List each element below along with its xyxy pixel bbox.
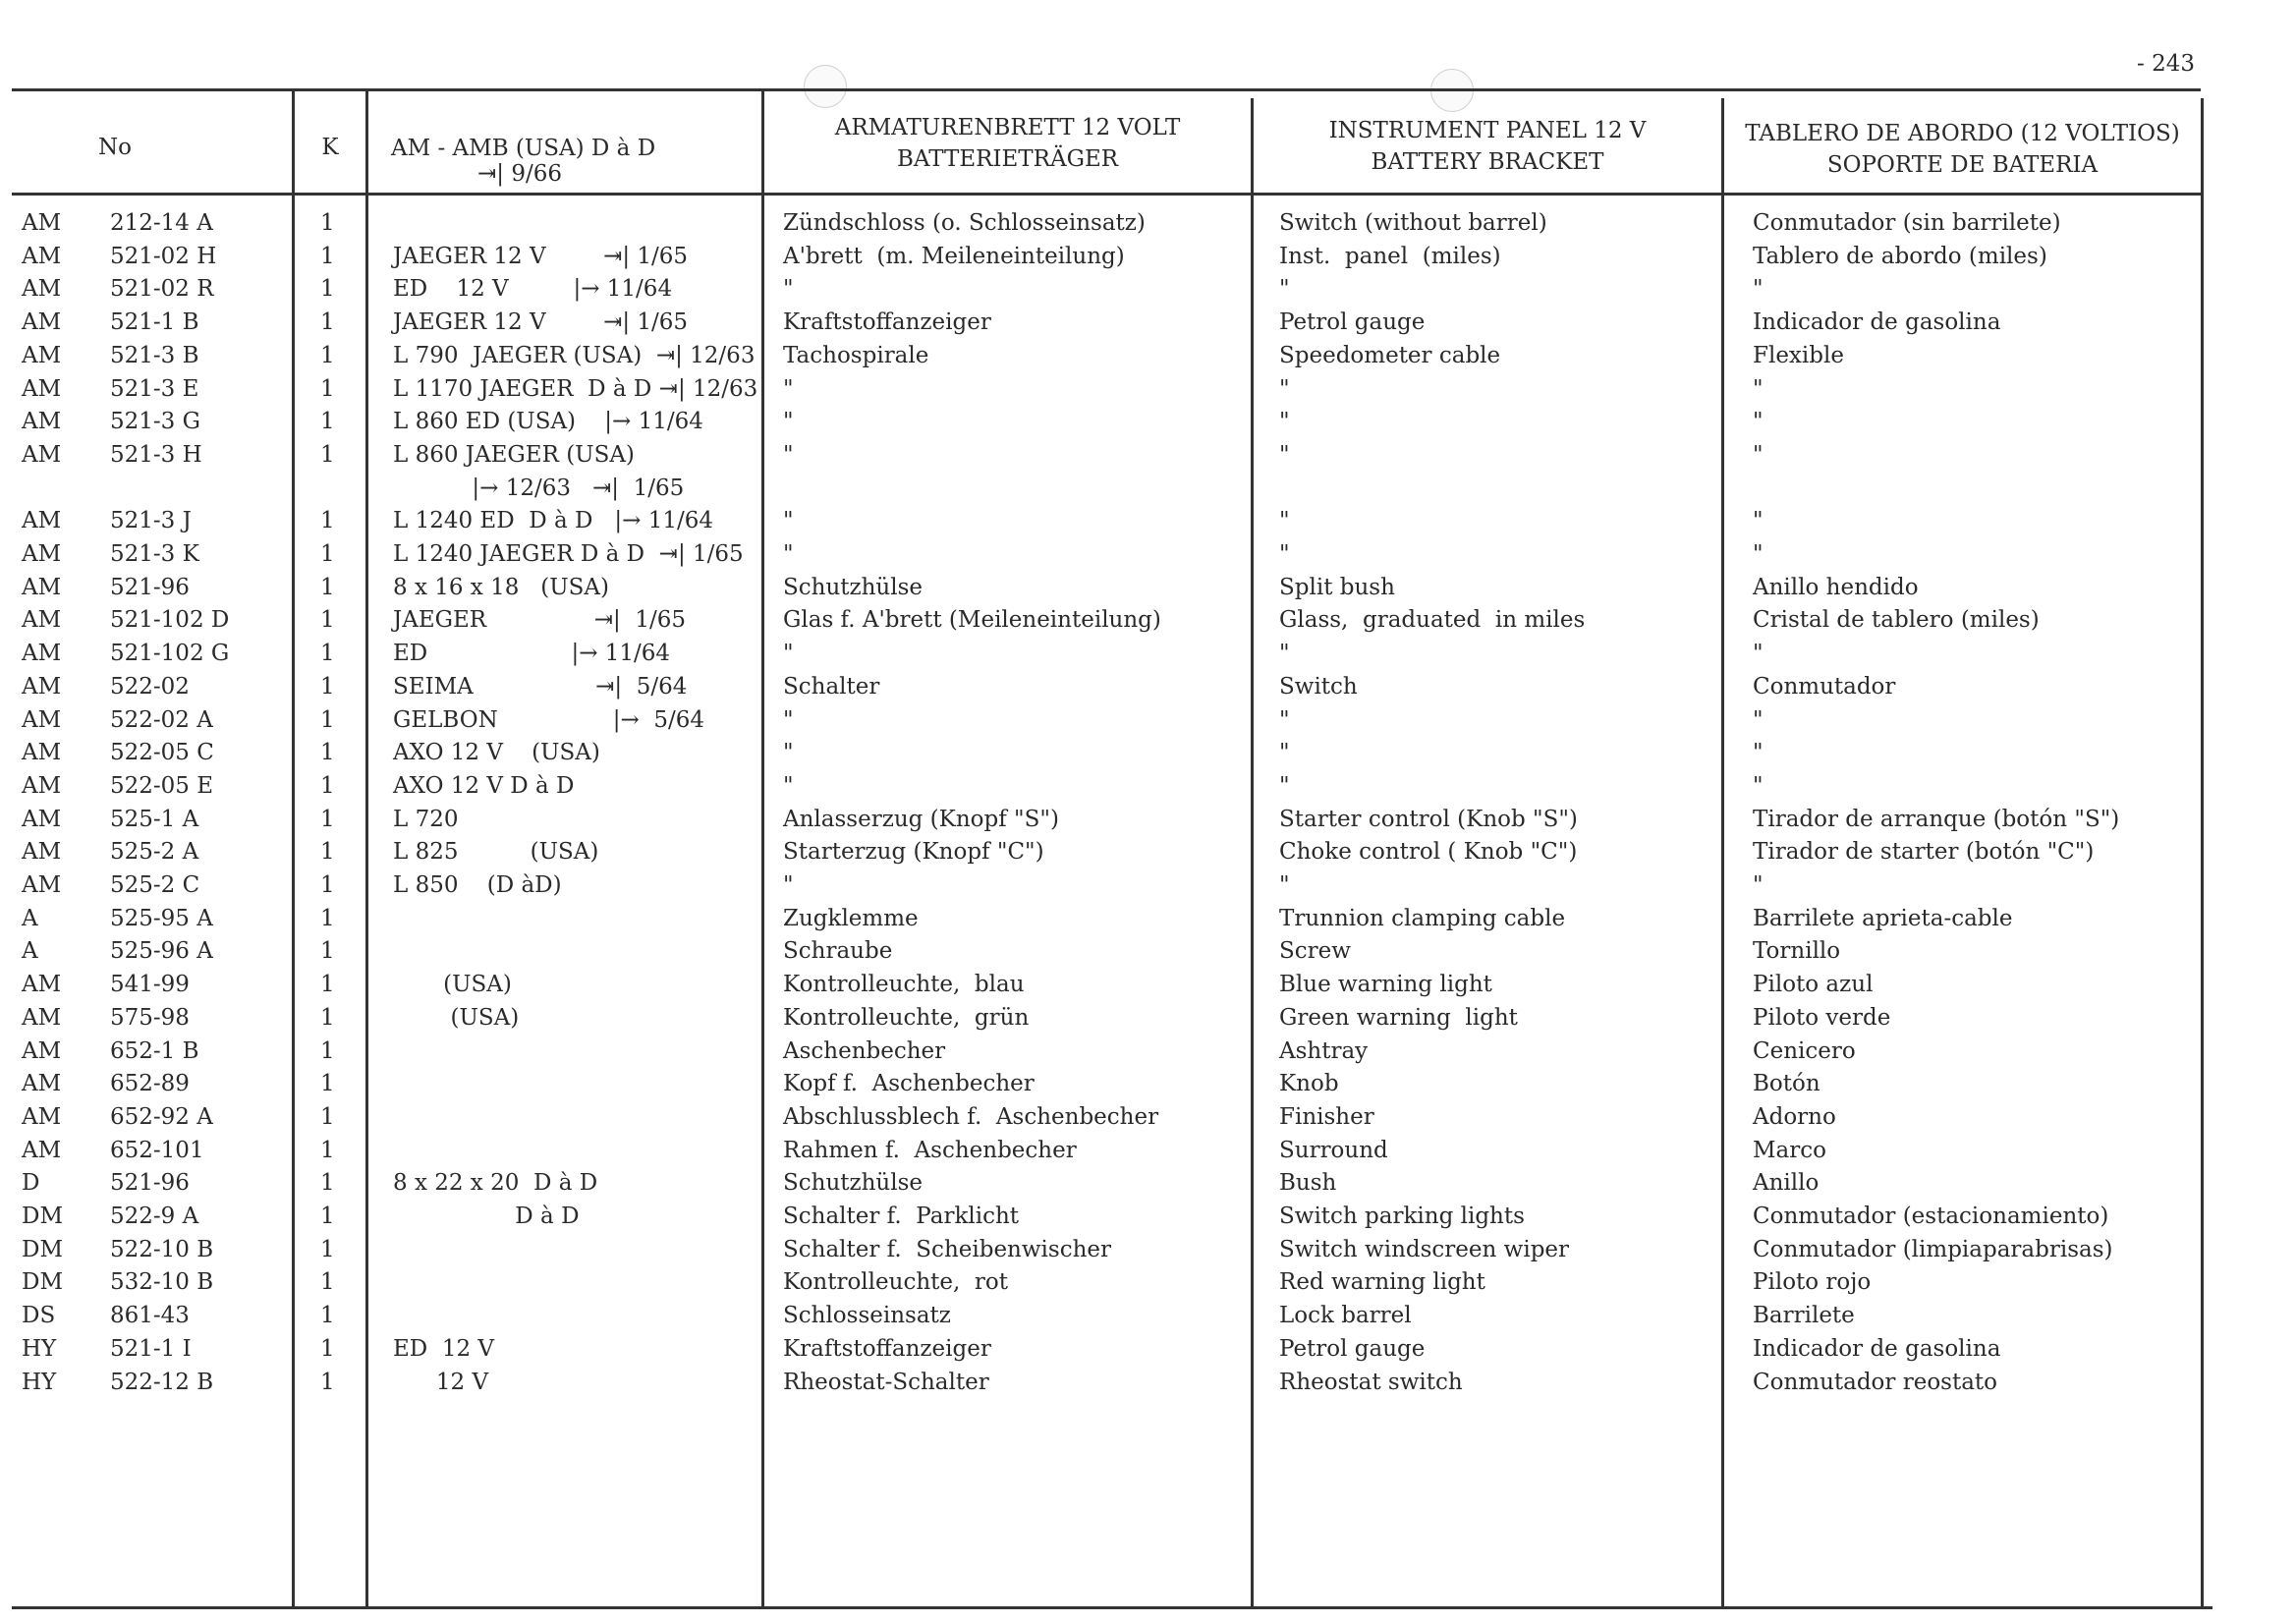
- english-description: Bush: [1279, 1170, 1337, 1197]
- table-row: [0, 773, 2296, 807]
- table-row: [0, 740, 2296, 773]
- application: ED 12 V: [393, 1335, 495, 1362]
- part-prefix: AM: [22, 508, 62, 534]
- part-number: 652-89: [110, 1071, 190, 1097]
- english-description: Petrol gauge: [1279, 1335, 1426, 1362]
- english-description: Starter control (Knob "S"): [1279, 806, 1578, 832]
- quantity: 1: [320, 441, 335, 468]
- spanish-description: Barrilete: [1753, 1303, 1855, 1329]
- header-no: No: [98, 135, 132, 160]
- table-row: [0, 1170, 2296, 1204]
- header-amb-line2: ⇥| 9/66: [477, 161, 562, 187]
- header-amb-line1: AM - AMB (USA) D à D: [391, 136, 656, 161]
- header-german-line2: BATTERIETRÄGER: [896, 146, 1119, 172]
- table-row: [0, 442, 2296, 476]
- part-number: 521-3 H: [110, 441, 202, 468]
- part-prefix: AM: [22, 1071, 62, 1097]
- german-description: ": [783, 508, 794, 534]
- spanish-description: Conmutador reostato: [1753, 1369, 1998, 1395]
- table-row: [0, 674, 2296, 707]
- part-number: 522-02 A: [110, 706, 213, 733]
- english-description: Inst. panel (miles): [1279, 243, 1501, 269]
- part-prefix: AM: [22, 806, 62, 832]
- table-row: [0, 1038, 2296, 1072]
- spanish-description: Cristal de tablero (miles): [1753, 607, 2040, 634]
- header-english: [1254, 115, 1721, 178]
- quantity: 1: [320, 706, 335, 733]
- part-number: 212-14 A: [110, 210, 213, 236]
- part-number: 525-96 A: [110, 938, 213, 965]
- part-prefix: AM: [22, 1137, 62, 1163]
- quantity: 1: [320, 607, 335, 634]
- part-prefix: AM: [22, 375, 62, 402]
- english-description: ": [1279, 641, 1290, 667]
- quantity: 1: [320, 1236, 335, 1262]
- quantity: 1: [320, 1004, 335, 1031]
- part-number: 522-05 C: [110, 740, 214, 766]
- german-description: Schalter: [783, 673, 880, 700]
- quantity: 1: [320, 1037, 335, 1064]
- english-description: Trunnion clamping cable: [1279, 905, 1566, 931]
- german-description: Tachospirale: [783, 342, 929, 368]
- part-number: 525-95 A: [110, 905, 213, 931]
- quantity: 1: [320, 740, 335, 766]
- spanish-description: Indicador de gasolina: [1753, 309, 2001, 336]
- quantity: 1: [320, 772, 335, 799]
- spanish-description: ": [1753, 375, 1764, 402]
- punch-hole-left: [804, 65, 847, 108]
- part-number: 532-10 B: [110, 1269, 214, 1296]
- english-description: Speedometer cable: [1279, 342, 1501, 368]
- application: L 1170 JAEGER D à D ⇥| 12/63: [393, 375, 758, 402]
- application: ED |→ 11/64: [393, 641, 671, 667]
- english-description: ": [1279, 409, 1290, 435]
- quantity: 1: [320, 806, 335, 832]
- german-description: Zündschloss (o. Schlosseinsatz): [783, 210, 1146, 236]
- english-description: Switch windscreen wiper: [1279, 1236, 1570, 1262]
- german-description: ": [783, 772, 794, 799]
- part-prefix: AM: [22, 1037, 62, 1064]
- application: AXO 12 V D à D: [393, 772, 575, 799]
- quantity: 1: [320, 938, 335, 965]
- spanish-description: ": [1753, 740, 1764, 766]
- german-description: Kontrolleuchte, blau: [783, 972, 1025, 998]
- application: L 825 (USA): [393, 839, 599, 866]
- application: 8 x 22 x 20 D à D: [393, 1170, 598, 1197]
- part-number: 521-3 G: [110, 409, 200, 435]
- english-description: ": [1279, 375, 1290, 402]
- part-prefix: A: [22, 905, 38, 931]
- application: |→ 12/63 ⇥| 1/65: [393, 475, 685, 501]
- table-row: [0, 575, 2296, 608]
- part-prefix: AM: [22, 342, 62, 368]
- quantity: 1: [320, 972, 335, 998]
- table-row: [0, 807, 2296, 840]
- quantity: 1: [320, 375, 335, 402]
- table-row: [0, 309, 2296, 343]
- german-description: Glas f. A'brett (Meileneinteilung): [783, 607, 1161, 634]
- german-description: Aschenbecher: [783, 1037, 946, 1064]
- german-description: Kraftstoffanzeiger: [783, 1335, 991, 1362]
- application: 8 x 16 x 18 (USA): [393, 574, 609, 600]
- quantity: 1: [320, 1303, 335, 1329]
- table-row: [0, 906, 2296, 939]
- part-number: 521-3 J: [110, 508, 192, 534]
- application: (USA): [393, 972, 512, 998]
- part-number: 525-1 A: [110, 806, 199, 832]
- application: L 860 JAEGER (USA): [393, 441, 635, 468]
- spanish-description: Anillo hendido: [1753, 574, 1919, 600]
- spanish-description: Barrilete aprieta-cable: [1753, 905, 2013, 931]
- part-number: 521-3 E: [110, 375, 199, 402]
- part-number: 652-1 B: [110, 1037, 199, 1064]
- quantity: 1: [320, 276, 335, 303]
- spanish-description: Piloto verde: [1753, 1004, 1891, 1031]
- part-number: 521-02 R: [110, 276, 214, 303]
- part-number: 521-1 I: [110, 1335, 192, 1362]
- quantity: 1: [320, 574, 335, 600]
- quantity: 1: [320, 508, 335, 534]
- english-description: ": [1279, 772, 1290, 799]
- english-description: ": [1279, 541, 1290, 567]
- spanish-description: Conmutador (sin barrilete): [1753, 210, 2061, 236]
- header-amb: [391, 133, 755, 187]
- table-row: [0, 244, 2296, 277]
- english-description: Choke control ( Knob "C"): [1279, 839, 1578, 866]
- spanish-description: ": [1753, 641, 1764, 667]
- application: AXO 12 V (USA): [393, 740, 600, 766]
- spanish-description: Tirador de starter (botón "C"): [1753, 839, 2095, 866]
- spanish-description: Cenicero: [1753, 1037, 1856, 1064]
- header-german: [764, 112, 1251, 175]
- part-number: 861-43: [110, 1303, 190, 1329]
- application: (USA): [393, 1004, 520, 1031]
- header-spanish-line2: SOPORTE DE BATERIA: [1826, 152, 2099, 178]
- part-prefix: AM: [22, 641, 62, 667]
- part-prefix: DM: [22, 1269, 63, 1296]
- english-description: Split bush: [1279, 574, 1395, 600]
- table-row: [0, 1269, 2296, 1303]
- part-prefix: AM: [22, 276, 62, 303]
- part-prefix: AM: [22, 772, 62, 799]
- part-prefix: AM: [22, 607, 62, 634]
- german-description: Starterzug (Knopf "C"): [783, 839, 1044, 866]
- part-prefix: AM: [22, 409, 62, 435]
- part-prefix: HY: [22, 1335, 57, 1362]
- quantity: 1: [320, 1137, 335, 1163]
- header-english-line1: INSTRUMENT PANEL 12 V: [1328, 118, 1647, 143]
- german-description: Kontrolleuchte, grün: [783, 1004, 1030, 1031]
- part-prefix: AM: [22, 839, 62, 866]
- header-rule: [12, 193, 2201, 196]
- part-prefix: DS: [22, 1303, 56, 1329]
- table-row: [0, 508, 2296, 541]
- english-description: Finisher: [1279, 1103, 1374, 1130]
- english-description: ": [1279, 441, 1290, 468]
- german-description: Schutzhülse: [783, 574, 924, 600]
- part-prefix: AM: [22, 706, 62, 733]
- quantity: 1: [320, 872, 335, 898]
- quantity: 1: [320, 905, 335, 931]
- german-description: ": [783, 441, 794, 468]
- spanish-description: Botón: [1753, 1071, 1820, 1097]
- table-row: [0, 1237, 2296, 1270]
- english-description: ": [1279, 706, 1290, 733]
- english-description: Red warning light: [1279, 1269, 1485, 1296]
- application: L 1240 JAEGER D à D ⇥| 1/65: [393, 541, 744, 567]
- part-prefix: AM: [22, 574, 62, 600]
- header-k: K: [321, 135, 339, 160]
- german-description: ": [783, 740, 794, 766]
- part-prefix: AM: [22, 740, 62, 766]
- spanish-description: Flexible: [1753, 342, 1844, 368]
- part-prefix: AM: [22, 872, 62, 898]
- table-row: [0, 276, 2296, 309]
- header-spanish-line1: TABLERO DE ABORDO (12 VOLTIOS): [1745, 121, 2180, 146]
- table-row: [0, 1370, 2296, 1403]
- application: ED 12 V |→ 11/64: [393, 276, 673, 303]
- part-prefix: DM: [22, 1204, 63, 1229]
- quantity: 1: [320, 1170, 335, 1197]
- table-row: [0, 1336, 2296, 1370]
- german-description: ": [783, 541, 794, 567]
- quantity: 1: [320, 1369, 335, 1395]
- spanish-description: ": [1753, 441, 1764, 468]
- table-row: [0, 938, 2296, 972]
- top-rule: [12, 88, 2201, 91]
- english-description: Green warning light: [1279, 1004, 1518, 1031]
- english-description: Screw: [1279, 938, 1351, 965]
- table-row: [0, 1104, 2296, 1138]
- quantity: 1: [320, 1071, 335, 1097]
- part-prefix: A: [22, 938, 38, 965]
- part-prefix: AM: [22, 1103, 62, 1130]
- part-number: 521-3 K: [110, 541, 199, 567]
- part-number: 521-02 H: [110, 243, 217, 269]
- quantity: 1: [320, 210, 335, 236]
- spanish-description: ": [1753, 409, 1764, 435]
- part-number: 521-96: [110, 574, 190, 600]
- german-description: ": [783, 641, 794, 667]
- german-description: ": [783, 706, 794, 733]
- german-description: A'brett (m. Meileneinteilung): [783, 243, 1125, 269]
- part-prefix: AM: [22, 243, 62, 269]
- english-description: Petrol gauge: [1279, 309, 1426, 336]
- part-number: 525-2 A: [110, 839, 199, 866]
- table-row: [0, 476, 2296, 509]
- part-number: 521-102 G: [110, 641, 230, 667]
- part-prefix: AM: [22, 673, 62, 700]
- english-description: ": [1279, 872, 1290, 898]
- spanish-description: ": [1753, 276, 1764, 303]
- table-row: [0, 210, 2296, 244]
- table-row: [0, 1005, 2296, 1038]
- german-description: Schalter f. Parklicht: [783, 1204, 1020, 1229]
- english-description: Blue warning light: [1279, 972, 1492, 998]
- part-number: 652-101: [110, 1137, 204, 1163]
- english-description: Knob: [1279, 1071, 1339, 1097]
- spanish-description: ": [1753, 772, 1764, 799]
- application: L 850 (D àD): [393, 872, 562, 898]
- quantity: 1: [320, 541, 335, 567]
- table-row: [0, 409, 2296, 442]
- spanish-description: Adorno: [1753, 1103, 1836, 1130]
- german-description: Anlasserzug (Knopf "S"): [783, 806, 1059, 832]
- english-description: Switch (without barrel): [1279, 210, 1547, 236]
- quantity: 1: [320, 1103, 335, 1130]
- spanish-description: Tornillo: [1753, 938, 1841, 965]
- quantity: 1: [320, 1204, 335, 1229]
- table-row: [0, 1303, 2296, 1336]
- german-description: Zugklemme: [783, 905, 919, 931]
- application: L 790 JAEGER (USA) ⇥| 12/63: [393, 342, 756, 368]
- german-description: Rheostat-Schalter: [783, 1369, 989, 1395]
- table-row: [0, 839, 2296, 872]
- part-number: 522-12 B: [110, 1369, 214, 1395]
- application: JAEGER ⇥| 1/65: [393, 607, 687, 634]
- application: JAEGER 12 V ⇥| 1/65: [393, 243, 689, 269]
- part-prefix: AM: [22, 972, 62, 998]
- german-description: Kontrolleuchte, rot: [783, 1269, 1009, 1296]
- application: L 860 ED (USA) |→ 11/64: [393, 409, 703, 435]
- german-description: ": [783, 409, 794, 435]
- german-description: ": [783, 375, 794, 402]
- quantity: 1: [320, 839, 335, 866]
- german-description: ": [783, 872, 794, 898]
- bottom-rule: [12, 1606, 2212, 1609]
- english-description: Switch parking lights: [1279, 1204, 1525, 1229]
- part-number: 521-102 D: [110, 607, 230, 634]
- table-row: [0, 343, 2296, 376]
- table-row: [0, 376, 2296, 410]
- part-prefix: AM: [22, 1004, 62, 1031]
- application: L 720: [393, 806, 459, 832]
- quantity: 1: [320, 641, 335, 667]
- german-description: Kraftstoffanzeiger: [783, 309, 991, 336]
- spanish-description: Piloto azul: [1753, 972, 1874, 998]
- part-number: 522-9 A: [110, 1204, 199, 1229]
- table-row: [0, 872, 2296, 906]
- table-row: [0, 1204, 2296, 1237]
- spanish-description: Piloto rojo: [1753, 1269, 1872, 1296]
- header-spanish: [1724, 118, 2201, 181]
- part-number: 522-05 E: [110, 772, 214, 799]
- part-number: 521-1 B: [110, 309, 199, 336]
- german-description: Schlosseinsatz: [783, 1303, 951, 1329]
- quantity: 1: [320, 1269, 335, 1296]
- english-description: Switch: [1279, 673, 1358, 700]
- spanish-description: Anillo: [1753, 1170, 1820, 1197]
- german-description: Schutzhülse: [783, 1170, 924, 1197]
- german-description: Schalter f. Scheibenwischer: [783, 1236, 1112, 1262]
- part-number: 575-98: [110, 1004, 190, 1031]
- application: L 1240 ED D à D |→ 11/64: [393, 508, 714, 534]
- quantity: 1: [320, 243, 335, 269]
- spanish-description: ": [1753, 706, 1764, 733]
- part-prefix: D: [22, 1170, 40, 1197]
- spanish-description: ": [1753, 541, 1764, 567]
- english-description: Glass, graduated in miles: [1279, 607, 1586, 634]
- english-description: Rheostat switch: [1279, 1369, 1463, 1395]
- part-prefix: AM: [22, 210, 62, 236]
- part-number: 522-10 B: [110, 1236, 214, 1262]
- english-description: Surround: [1279, 1137, 1388, 1163]
- german-description: Kopf f. Aschenbecher: [783, 1071, 1035, 1097]
- german-description: Schraube: [783, 938, 893, 965]
- header-german-line1: ARMATURENBRETT 12 VOLT: [834, 115, 1181, 140]
- application: SEIMA ⇥| 5/64: [393, 673, 688, 700]
- spanish-description: ": [1753, 508, 1764, 534]
- quantity: 1: [320, 409, 335, 435]
- spanish-description: Conmutador (estacionamiento): [1753, 1204, 2109, 1229]
- english-description: ": [1279, 740, 1290, 766]
- table-row: [0, 541, 2296, 575]
- english-description: ": [1279, 276, 1290, 303]
- part-number: 521-3 B: [110, 342, 199, 368]
- spanish-description: Conmutador (limpiaparabrisas): [1753, 1236, 2113, 1262]
- part-prefix: HY: [22, 1369, 57, 1395]
- quantity: 1: [320, 673, 335, 700]
- quantity: 1: [320, 309, 335, 336]
- table-row: [0, 707, 2296, 741]
- quantity: 1: [320, 342, 335, 368]
- application: 12 V: [393, 1369, 489, 1395]
- part-prefix: AM: [22, 441, 62, 468]
- spanish-description: Conmutador: [1753, 673, 1896, 700]
- part-number: 652-92 A: [110, 1103, 213, 1130]
- page-number: - 243: [2137, 51, 2195, 77]
- part-number: 522-02: [110, 673, 190, 700]
- part-number: 541-99: [110, 972, 190, 998]
- part-number: 525-2 C: [110, 872, 200, 898]
- english-description: Lock barrel: [1279, 1303, 1412, 1329]
- spanish-description: Marco: [1753, 1137, 1826, 1163]
- table-row: [0, 972, 2296, 1005]
- part-number: 521-96: [110, 1170, 190, 1197]
- table-row: [0, 1138, 2296, 1171]
- application: GELBON |→ 5/64: [393, 706, 705, 733]
- application: D à D: [393, 1204, 580, 1229]
- spanish-description: ": [1753, 872, 1764, 898]
- part-prefix: AM: [22, 541, 62, 567]
- spanish-description: Indicador de gasolina: [1753, 1335, 2001, 1362]
- table-row: [0, 607, 2296, 641]
- part-prefix: AM: [22, 309, 62, 336]
- table-row: [0, 641, 2296, 674]
- german-description: Abschlussblech f. Aschenbecher: [783, 1103, 1159, 1130]
- table-row: [0, 1071, 2296, 1104]
- application: JAEGER 12 V ⇥| 1/65: [393, 309, 689, 336]
- header-english-line2: BATTERY BRACKET: [1371, 149, 1604, 175]
- spanish-description: Tirador de arranque (botón "S"): [1753, 806, 2120, 832]
- quantity: 1: [320, 1335, 335, 1362]
- spanish-description: Tablero de abordo (miles): [1753, 243, 2047, 269]
- german-description: Rahmen f. Aschenbecher: [783, 1137, 1077, 1163]
- english-description: Ashtray: [1279, 1037, 1369, 1064]
- english-description: ": [1279, 508, 1290, 534]
- german-description: ": [783, 276, 794, 303]
- part-prefix: DM: [22, 1236, 63, 1262]
